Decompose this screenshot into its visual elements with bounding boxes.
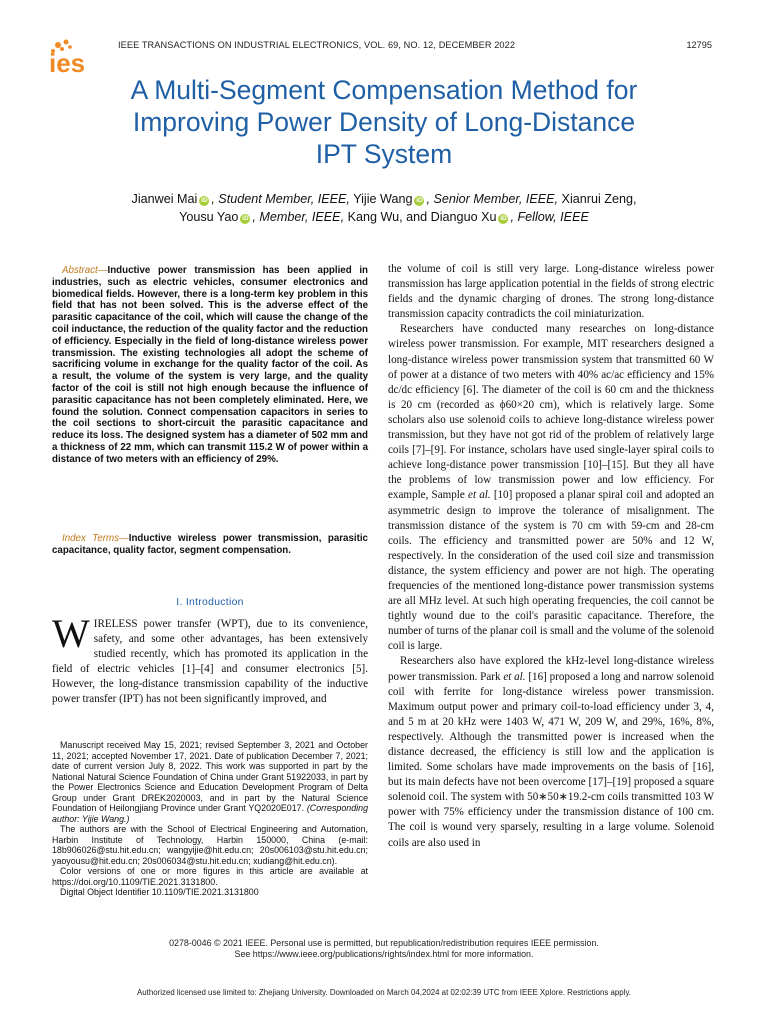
intro-paragraph [52, 611, 368, 708]
author-line-2 [40, 208, 728, 226]
author-role: , Student Member, IEEE, [211, 192, 350, 206]
orcid-icon[interactable]: iD [201, 197, 208, 204]
author-name: Yousu Yao [179, 210, 239, 224]
author-role: , Senior Member, IEEE, [426, 192, 559, 206]
footnote-text: Manuscript received May 15, 2021; revised September 3, 2021 and October 11, 2021; accepted November 17, 2021. Date of publication December 7, 2021; date of current version July 8, 2022. This work was supported in part by the National Natural Science Foundation of China under Grant 51922033, in part by the Power Electronics Science and Education Development Program of Delta Group under Grant DREK2020003, and in part by the Natural Science Foundation of Heilongjiang Province under Grant YQ2020E017. [52, 740, 368, 813]
logo-text: ies [49, 48, 86, 76]
paper-title [40, 74, 728, 170]
orcid-icon[interactable]: iD [416, 197, 423, 204]
paragraph-text: [16] proposed a long and narrow solenoid coil with ferrite for long-distance wireless power transmission. Maximum output power and primary coil-to-load efficiency under 3, 4, and 5 m at 20 kHz were 1403 W, 471 W, 209 W, and 29%, 16%, 8%, respectively. Although the transmitted power is increased when the distance decreased, the efficiency is still low and the application is limited. Some scholars have made improvements on the basis of [16], but its main defects have not been overcome [17]–[19] proposed a square solenoid coil. The system with 50∗50∗19.2-cm coils transmitted 103 W power with 75% efficiency under the transmission distance of 100 cm. The coil is wound very sparsely, resulting in a large volume. Solenoid coils are also used in [388, 670, 714, 849]
author-role: , Fellow, IEEE [510, 210, 589, 224]
copyright-line-1: 0278-0046 © 2021 IEEE. Personal use is permitted, but republication/redistribution requires IEEE permission. [169, 938, 599, 948]
copyright-notice [40, 938, 728, 960]
paragraph-text: Researchers also have explored the kHz-level long-distance wireless power transmission. Park [388, 655, 714, 683]
footnote [52, 740, 368, 898]
footnote-color: Color versions of one or more figures in this article are available at https://doi.org/10.1109/TIE.2021.3131800. [52, 866, 368, 887]
first-word: IRELESS [93, 618, 138, 630]
index-terms-text: Inductive wireless power transmission, parasitic capacitance, quality factor, segment compensation. [52, 533, 368, 556]
author-line-1 [40, 190, 728, 208]
orcid-icon[interactable]: iD [500, 215, 507, 222]
page-number: 12795 [686, 40, 712, 50]
paragraph-text: [10] proposed a planar spiral coil and adopted an asymmetric design to improve the tolerance of misalignment. The transmission distance of the system is 70 cm with 59-cm and 28-cm coils. The efficiency and transmitted power are 50% and 12 W, respectively. In the consideration of the used coil size and transmission distance, the system efficiency and power are not high. The operating frequencies of the mentioned long-distance power transmission systems are all MHz level. At such high operating frequencies, the coil cannot be tightly wound due to the coil's parasitic capacitance. Therefore, the number of turns of the planar coil is small and the volume of the solenoid coil is large. [388, 489, 714, 653]
corresponding-author: (Corresponding author: Yijie Wang.) [52, 803, 368, 824]
author-list [40, 190, 728, 226]
section-heading-introduction: I. Introduction [176, 597, 244, 608]
author-name: Kang Wu, and Dianguo Xu [344, 210, 497, 224]
title-line-1: A Multi-Segment Compensation Method for [130, 75, 638, 105]
right-column [388, 262, 714, 851]
copyright-line-2[interactable]: See https://www.ieee.org/publications/rights/index.html for more information. [234, 949, 534, 959]
title-line-2: Improving Power Density of Long-Distance [132, 107, 636, 137]
et-al: et al. [503, 670, 526, 683]
right-paragraph-3 [388, 654, 714, 850]
author-name: Yijie Wang [349, 192, 413, 206]
author-role: , Member, IEEE, [252, 210, 345, 224]
title-line-3: IPT System [315, 139, 453, 169]
abstract [52, 265, 368, 466]
intro-text: power transfer (WPT), due to its convenience, safety, and some other advantages, has been extensively studied recently, which has promoted its application in the field of electric vehicles [1]–[4] and consumer electronics [5]. However, the long-distance transmission capability of the inductive power transfer (IPT) has not been significantly improved, and [52, 618, 368, 706]
footnote-affiliation: The authors are with the School of Electrical Engineering and Automation, Harbin Institute of Technology, Harbin 150000, China (e-mail: 18b906026@stu.hit.edu.cn; wangyijie@hit.edu.cn; 20s006103@stu.hit.edu.cn; yaoyousu@hit.edu.cn; 20s006034@stu.hit.edu.cn; xudiang@hit.edu.cn). [52, 824, 368, 866]
ies-logo [48, 36, 104, 76]
orcid-icon[interactable]: iD [242, 215, 249, 222]
abstract-label: Abstract— [62, 265, 108, 276]
footnote-manuscript [52, 740, 368, 824]
authorized-use-note: Authorized licensed use limited to: Zhejiang University. Downloaded on March 04,2024 at 02:02:39 UTC from IEEE Xplore. Restrictions apply. [137, 988, 631, 997]
paragraph-text: Researchers have conducted many researches on long-distance wireless power transmission. For example, MIT researchers designed a long-distance wireless power transmission system that transmitted 60 W of power at a distance of two meters with 40% ac/ac efficiency and 15% dc/dc efficiency [6]. The diameter of the coil is 60 cm and the thickness is 20 cm (recorded as ϕ60×20 cm), which is relatively large. Some scholars also use solenoid coils to achieve long-distance wireless power transmission, but they have not got rid of the problem of relatively large coils [7]–[9]. For instance, scholars have used single-layer spiral coils to achieve long-distance power transmission [10]–[15]. But they all have the problems of low transmission power and low efficiency. For example, Sample [388, 323, 714, 502]
abstract-text: Inductive power transmission has been applied in industries, such as electric vehicles, consumer electronics and biomedical fields. However, there is a long-term key problem in this field that has not been solved. This is the adverse effect of the parasitic capacitance of the coil, which will cause the change of the coil inductance, the reduction of the quality factor and the reduction of efficiency. Especially in the field of long-distance wireless power transmission. The existing technologies all adopt the scheme of sacrificing volume in exchange for the quality factor of the coil. As a result, the volume of the system is very large, and the quality factor of the coil is still not high enough because the influence of parasitic capacitance has not been completely eliminated. Here, we found the solution. Connect compensation capacitors in series to the coil sections to short-circuit the parasitic capacitance and reduce its loss. The designed system has a diameter of 502 mm and a thickness of 22 mm, which can transmit 115.2 W of power within a distance of two meters with an efficiency of 29%. [52, 265, 368, 465]
index-terms-label: Index Terms— [62, 533, 129, 544]
author-name: Xianrui Zeng, [558, 192, 637, 206]
journal-running-head: IEEE TRANSACTIONS ON INDUSTRIAL ELECTRONICS, VOL. 69, NO. 12, DECEMBER 2022 [118, 40, 516, 50]
dropcap: W [52, 611, 90, 656]
right-paragraph-1: the volume of coil is still very large. Long-distance wireless power transmission has large application potential in the fields of strong electric fields and the dynamic charging of drones. The strong long-distance transmission capacity contradicts the coil miniaturization. [388, 263, 714, 321]
et-al: et al. [468, 489, 491, 502]
footnote-doi[interactable]: Digital Object Identifier 10.1109/TIE.2021.3131800 [60, 887, 259, 897]
author-name: Jianwei Mai [131, 192, 198, 206]
index-terms [52, 533, 368, 557]
right-paragraph-2 [388, 322, 714, 654]
